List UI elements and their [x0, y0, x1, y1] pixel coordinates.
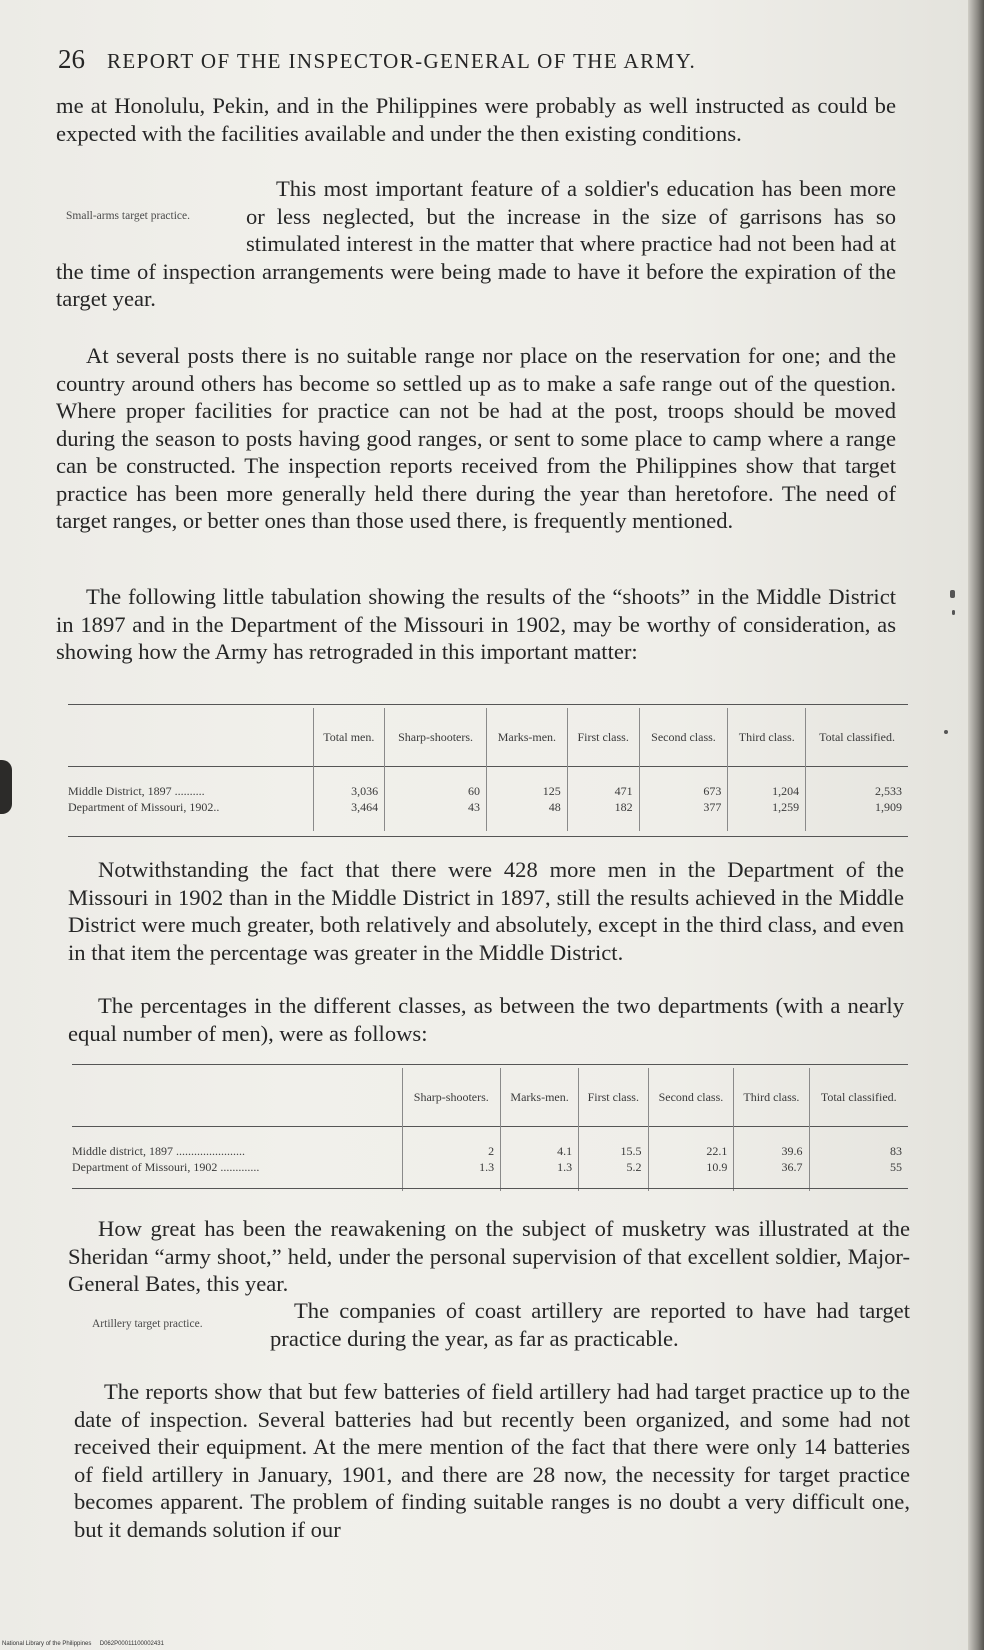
table1-col-marksmen: Marks-men. [487, 708, 568, 767]
table1-bottom-rule [68, 836, 908, 837]
table2-header-row [72, 1068, 908, 1127]
row-label: Department of Missouri, 1902 ............. [72, 1160, 260, 1174]
cell: 15.5 [579, 1143, 648, 1159]
table1-bottom-pad [68, 815, 908, 831]
paragraph-6: The percentages in the different classes, as between the two departments (with a nearly equal number of men), were as follows: [68, 993, 904, 1046]
cell: 60 [385, 783, 487, 799]
table1-col-sharpshooters: Sharp-shooters. [385, 708, 487, 767]
cell: 1,909 [806, 799, 908, 815]
table1-col-second-class: Second class. [639, 708, 728, 767]
paragraph-3: At several posts there is no suitable range nor place on the reservation for one; and the country around others has become so settled up as to make a safe range out of the question. Where proper facilities for practice can not be had at the post, troops should be moved during the season to posts having good ranges, or sent to some place to camp where a range can be constructed. The inspection reports received from the Philippines show that target practice has been more generally held there during the year than heretofore. The need of target ranges, or better ones than those used there, is frequently mentioned. [56, 343, 896, 533]
paragraph-2 [56, 175, 896, 313]
table-row [68, 799, 908, 815]
table2-col-third-class: Third class. [734, 1068, 809, 1127]
running-title: REPORT OF THE INSPECTOR-GENERAL OF THE ARMY. [107, 49, 697, 73]
table1-separator [68, 767, 908, 784]
cell: 55 [809, 1159, 908, 1175]
paragraph-2-text: This most important feature of a soldier's education has been more or less neglected, but the increase in the size of garrisons has so stimulated interest in the matter that where practice had not been had at the time of inspection arrangements were being made to have it before the expiration of the target year. [56, 176, 896, 311]
cell: 39.6 [734, 1143, 809, 1159]
margin-note-artillery: Artillery target practice. [92, 1318, 203, 1330]
table2-separator [72, 1127, 908, 1144]
table2-col-marksmen: Marks-men. [501, 1068, 579, 1127]
paragraph-4: The following little tabulation showing the results of the “shoots” in the Middle District in 1897 and in the Department of the Missouri in 1902, may be worthy of consideration, as showing how the Army has retrograded in this important matter: [56, 584, 896, 664]
cell: 2,533 [806, 783, 908, 799]
paragraph-1: me at Honolulu, Pekin, and in the Philippines were probably as well instructed as could be expected with the facilities available and under the then existing conditions. [56, 93, 896, 146]
table2-stub-header [72, 1068, 402, 1127]
scan-credit: National Library of the Philippines [2, 1641, 92, 1647]
cell: 182 [567, 799, 639, 815]
cell: 10.9 [648, 1159, 734, 1175]
table-row [72, 1143, 908, 1159]
table1-header-row [68, 708, 908, 767]
table2-col-sharpshooters: Sharp-shooters. [402, 1068, 501, 1127]
page-number: 26 [58, 44, 85, 74]
percentage-table [72, 1068, 908, 1191]
cell: 3,036 [313, 783, 385, 799]
table1-col-total-classified: Total classified. [806, 708, 908, 767]
cell: 3,464 [313, 799, 385, 815]
speck [952, 610, 955, 615]
table-row [72, 1159, 908, 1175]
table-row [68, 783, 908, 799]
cell: 43 [385, 799, 487, 815]
row-label: Middle District, 1897 .......... [68, 784, 205, 798]
table2-col-first-class: First class. [579, 1068, 648, 1127]
speck [944, 730, 948, 734]
table2-col-total-classified: Total classified. [809, 1068, 908, 1127]
paragraph-7: How great has been the reawakening on the subject of musketry was illustrated at the Sheridan “army shoot,” held, under the personal supervision of that excellent soldier, Major-General Bates, this year. [68, 1216, 910, 1296]
table2-col-second-class: Second class. [648, 1068, 734, 1127]
shoot-results-table [68, 708, 908, 831]
cell: 48 [487, 799, 568, 815]
table2-top-rule [72, 1064, 908, 1065]
paragraph-9: The reports show that but few batteries of field artillery had had target practice up to the date of inspection. Several batteries had but recently been organized, and some had not received their equipment. At the mere mention of the fact that there were only 14 batteries of field artillery in January, 1901, and there are 28 now, the necessity for target practice becomes apparent. The problem of finding suitable ranges is no doubt a very difficult one, but it demands solution if our [74, 1379, 910, 1542]
paragraph-8: The companies of coast artillery are reported to have had target practice during the year, as far as practicable. [270, 1298, 910, 1351]
scan-footer [2, 1641, 164, 1647]
cell: 36.7 [734, 1159, 809, 1175]
margin-spacer [56, 175, 246, 255]
scan-code: D062P00011100002431 [99, 1641, 164, 1647]
table2-bottom-rule [72, 1188, 908, 1189]
page-edge-shadow [968, 0, 984, 1650]
table1-top-rule [68, 704, 908, 705]
cell: 1,259 [728, 799, 806, 815]
cell: 125 [487, 783, 568, 799]
table1-col-third-class: Third class. [728, 708, 806, 767]
cell: 673 [639, 783, 728, 799]
table1-col-first-class: First class. [567, 708, 639, 767]
speck [950, 590, 955, 598]
cell: 471 [567, 783, 639, 799]
ink-blot [0, 760, 12, 814]
table1-stub-header [68, 708, 313, 767]
running-header [58, 44, 918, 75]
cell: 1,204 [728, 783, 806, 799]
cell: 2 [402, 1143, 501, 1159]
paragraph-5: Notwithstanding the fact that there were 428 more men in the Department of the Missouri in 1902 than in the Middle District in 1897, still the results achieved in the Middle District were much greater, both relatively and absolutely, except in the third class, and even in that item the percentage was greater in the Middle District. [68, 857, 904, 965]
table1-col-total-men: Total men. [313, 708, 385, 767]
cell: 377 [639, 799, 728, 815]
cell: 4.1 [501, 1143, 579, 1159]
cell: 22.1 [648, 1143, 734, 1159]
cell: 83 [809, 1143, 908, 1159]
row-label: Middle district, 1897 ....................... [72, 1144, 245, 1158]
row-label: Department of Missouri, 1902.. [68, 800, 220, 814]
cell: 1.3 [501, 1159, 579, 1175]
margin-note-small-arms: Small-arms target practice. [66, 210, 191, 222]
cell: 1.3 [402, 1159, 501, 1175]
cell: 5.2 [579, 1159, 648, 1175]
